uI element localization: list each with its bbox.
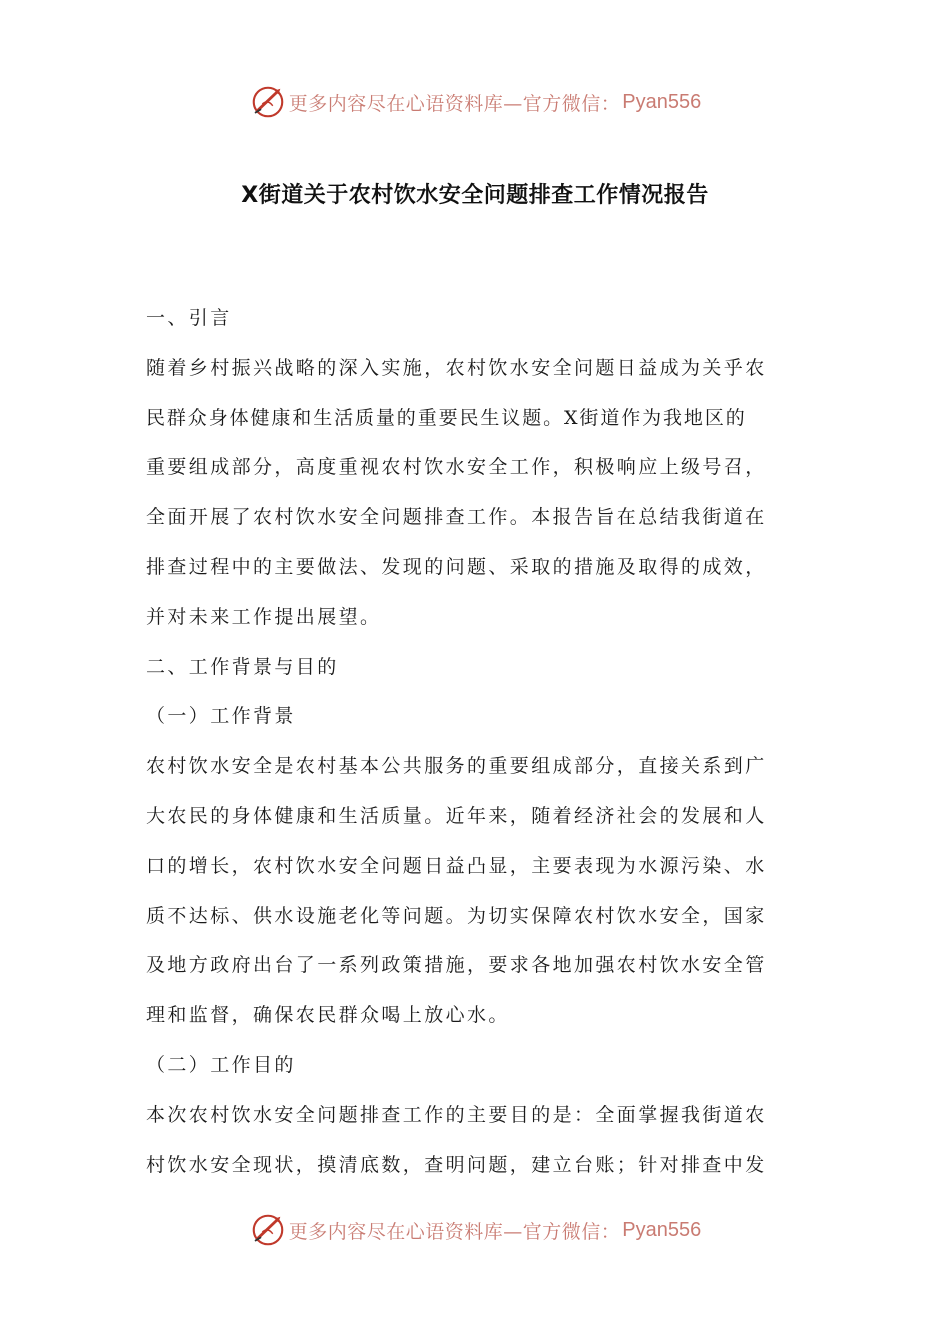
pen-logo-icon — [249, 1211, 287, 1249]
watermark-text: 更多内容尽在心语资料库—官方微信： — [288, 92, 621, 115]
body-line: 民群众身体健康和生活质量的重要民生议题。X街道作为我地区的 — [146, 406, 747, 429]
body-line: 农村饮水安全是农村基本公共服务的重要组成部分，直接关系到广 — [146, 755, 767, 778]
watermark-wechat-id: Pyan556 — [622, 1218, 702, 1241]
body-line: 全面开展了农村饮水安全问题排查工作。本报告旨在总结我街道在 — [146, 506, 767, 529]
section-heading-background: 二、工作背景与目的 — [146, 655, 339, 678]
watermark-banner-top — [0, 80, 950, 124]
body-line: 并对未来工作提出展望。 — [146, 605, 382, 628]
watermark-text: 更多内容尽在心语资料库—官方微信： — [288, 1220, 621, 1243]
document-title: X街道关于农村饮水安全问题排查工作情况报告 — [241, 183, 709, 208]
body-line: 排查过程中的主要做法、发现的问题、采取的措施及取得的成效， — [146, 555, 767, 578]
section-heading-introduction: 一、引言 — [146, 307, 232, 329]
body-line: 口的增长，农村饮水安全问题日益凸显，主要表现为水源污染、水 — [146, 854, 767, 877]
body-line: 理和监督，确保农民群众喝上放心水。 — [146, 1004, 510, 1027]
body-line: 村饮水安全现状，摸清底数，查明问题，建立台账；针对排查中发 — [146, 1153, 767, 1176]
subsection-heading-purpose: （二）工作目的 — [146, 1053, 296, 1076]
body-line: 及地方政府出台了一系列政策措施，要求各地加强农村饮水安全管 — [146, 954, 767, 977]
body-line: 质不达标、供水设施老化等问题。为切实保障农村饮水安全，国家 — [146, 904, 767, 927]
watermark-wechat-id: Pyan556 — [622, 90, 702, 113]
body-line: 随着乡村振兴战略的深入实施，农村饮水安全问题日益成为关乎农 — [146, 356, 767, 379]
body-line: 大农民的身体健康和生活质量。近年来，随着经济社会的发展和人 — [146, 804, 767, 827]
body-line: 本次农村饮水安全问题排查工作的主要目的是：全面掌握我街道农 — [146, 1103, 767, 1126]
subsection-heading-background: （一）工作背景 — [146, 705, 296, 728]
pen-logo-icon — [249, 83, 287, 121]
watermark-banner-bottom — [0, 1208, 950, 1252]
body-line: 重要组成部分，高度重视农村饮水安全工作，积极响应上级号召， — [146, 456, 767, 479]
document-body — [146, 294, 810, 1190]
